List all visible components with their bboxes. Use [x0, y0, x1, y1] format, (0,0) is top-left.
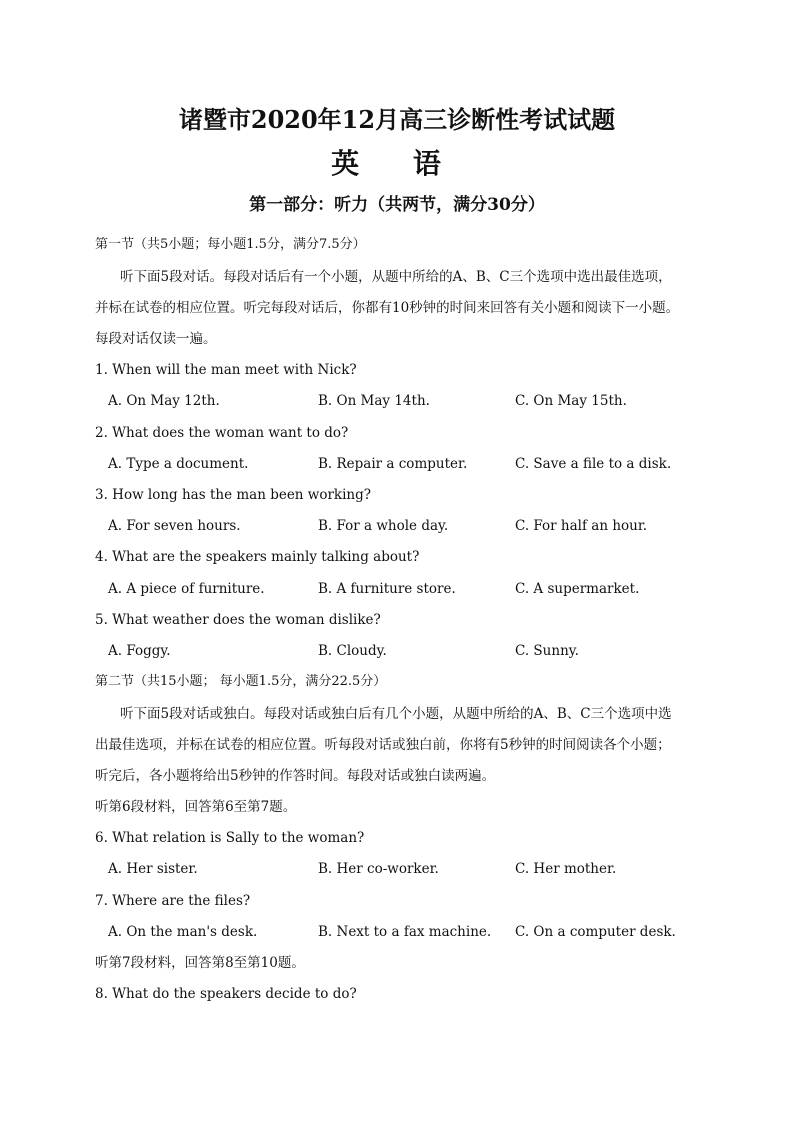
question-2-option-b: B. Repair a computer.	[318, 456, 468, 472]
question-3-option-a: A. For seven hours.	[108, 518, 241, 534]
section2-instruction-line1: 听下面5段对话或独白。每段对话或独白后有几个小题，从题中所给的A、B、C三个选项中选	[120, 706, 672, 722]
question-2-option-c: C. Save a file to a disk.	[515, 456, 672, 472]
question-7-option-a: A. On the man's desk.	[108, 924, 258, 940]
question-1-option-c: C. On May 15th.	[515, 393, 627, 409]
question-2: 2. What does the woman want to do?	[95, 425, 349, 441]
material-7-heading: 听第7段材料，回答第8至第10题。	[95, 955, 305, 971]
question-5: 5. What weather does the woman dislike?	[95, 612, 381, 628]
question-7: 7. Where are the files?	[95, 893, 251, 909]
question-7-option-c: C. On a computer desk.	[515, 924, 676, 940]
question-5-option-a: A. Foggy.	[108, 643, 171, 659]
question-1-option-a: A. On May 12th.	[108, 393, 220, 409]
question-5-option-c: C. Sunny.	[515, 643, 579, 659]
question-6-option-a: A. Her sister.	[108, 861, 198, 877]
question-6-option-b: B. Her co-worker.	[318, 861, 439, 877]
section2-instruction-line3: 听完后，各小题将给出5秒钟的作答时间。每段对话或独白读两遍。	[95, 768, 496, 784]
material-6-heading: 听第6段材料，回答第6至第7题。	[95, 799, 297, 815]
question-2-option-a: A. Type a document.	[108, 456, 249, 472]
question-1-option-b: B. On May 14th.	[318, 393, 430, 409]
question-4-option-c: C. A supermarket.	[515, 581, 640, 597]
exam-title: 诸暨市2020年12月高三诊断性考试试题	[178, 105, 616, 134]
section1-instruction-line3: 每段对话仅读一遍。	[95, 331, 217, 347]
question-3-option-c: C. For half an hour.	[515, 518, 648, 534]
part-heading: 第一部分：听力（共两节，满分30分）	[249, 195, 545, 215]
question-6: 6. What relation is Sally to the woman?	[95, 830, 365, 846]
question-3: 3. How long has the man been working?	[95, 487, 372, 503]
question-3-option-b: B. For a whole day.	[318, 518, 449, 534]
question-4-option-a: A. A piece of furniture.	[108, 581, 265, 597]
question-4-option-b: B. A furniture store.	[318, 581, 456, 597]
question-6-option-c: C. Her mother.	[515, 861, 617, 877]
section1-heading: 第一节（共5小题；每小题1.5分，满分7.5分）	[95, 237, 366, 252]
section1-instruction-line2: 并标在试卷的相应位置。听完每段对话后，你都有10秒钟的时间来回答有关小题和阅读下一小题。	[95, 300, 680, 316]
section2-instruction-line2: 出最佳选项，并标在试卷的相应位置。听每段对话或独白前，你将有5秒钟的时间阅读各个小题；	[95, 737, 671, 753]
question-8: 8. What do the speakers decide to do?	[95, 986, 357, 1002]
question-7-option-b: B. Next to a fax machine.	[318, 924, 492, 940]
question-1: 1. When will the man meet with Nick?	[95, 362, 357, 378]
question-4: 4. What are the speakers mainly talking about?	[95, 549, 420, 565]
subject-title: 英 语	[331, 147, 463, 180]
section1-instruction-line1: 听下面5段对话。每段对话后有一个小题，从题中所给的A、B、C三个选项中选出最佳选项，	[120, 269, 672, 285]
question-5-option-b: B. Cloudy.	[318, 643, 387, 659]
section2-heading: 第二节（共15小题； 每小题1.5分，满分22.5分）	[95, 674, 387, 689]
